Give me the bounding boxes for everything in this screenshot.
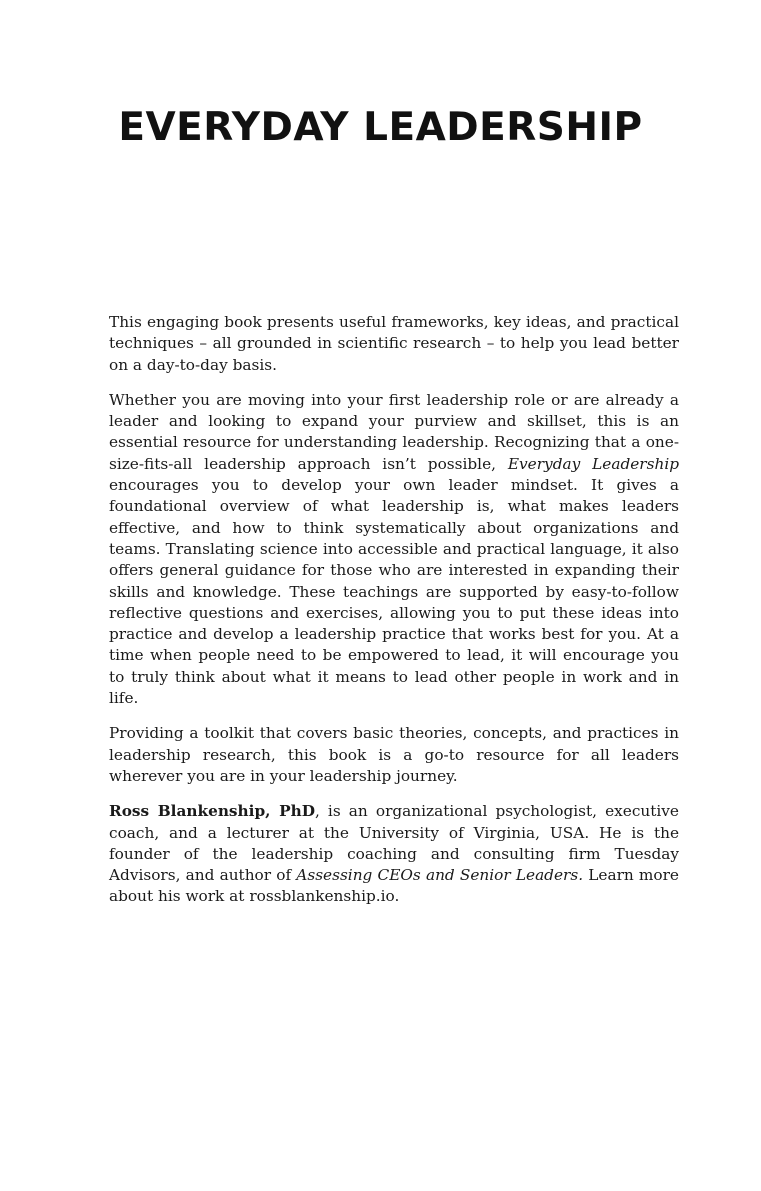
paragraph-description-book-title: Everyday Leadership <box>507 454 679 473</box>
author-bio <box>109 801 679 907</box>
paragraph-toolkit: Providing a toolkit that covers basic theories, concepts, and practices in leadership research, this book is a go-to resource for all leaders wherever you are in your leadership journey. <box>109 724 679 785</box>
paragraph-description-text-after: encourages you to develop your own leader mindset. It gives a foundational overview of what leadership is, what makes leaders effective, and how to think systematically about organizations and teams. Translating science into accessible and practical language, it also offers general guidance for those who are interested in expanding their skills and knowledge. These teachings are supported by easy-to-follow reflective questions and exercises, allowing you to put these ideas into practice and develop a leadership practice that works best for you. At a time when people need to be empowered to lead, it will encourage you to truly think about what it means to lead other people in work and in life. <box>109 476 679 708</box>
paragraph-intro: This engaging book presents useful frameworks, key ideas, and practical techniques – all grounded in scientific research – to help you lead better on a day-to-day basis. <box>109 313 679 374</box>
author-previous-book-title: Assessing CEOs and Senior Leaders. <box>296 866 584 885</box>
book-title: EVERYDAY LEADERSHIP <box>118 105 643 150</box>
author-bio-text-before: , is an organizational psychologist, executive coach, and a lecturer at the University of Virginia, USA. He is the founder of the leadership coaching and consulting firm Tuesday Advisors, and author of <box>109 802 679 885</box>
author-name: Ross Blankenship, PhD <box>109 802 315 821</box>
author-bio-text-after: Learn more about his work at rossblankenship.io. <box>109 866 679 906</box>
paragraph-description <box>109 390 679 709</box>
back-cover-text <box>109 312 679 922</box>
paragraph-description-text-before: Whether you are moving into your first leadership role or are already a leader and looking to expand your purview and skillset, this is an essential resource for understanding leadership. Recognizing that a one-size-fits-all leadership approach isn’t possible, <box>109 390 679 473</box>
